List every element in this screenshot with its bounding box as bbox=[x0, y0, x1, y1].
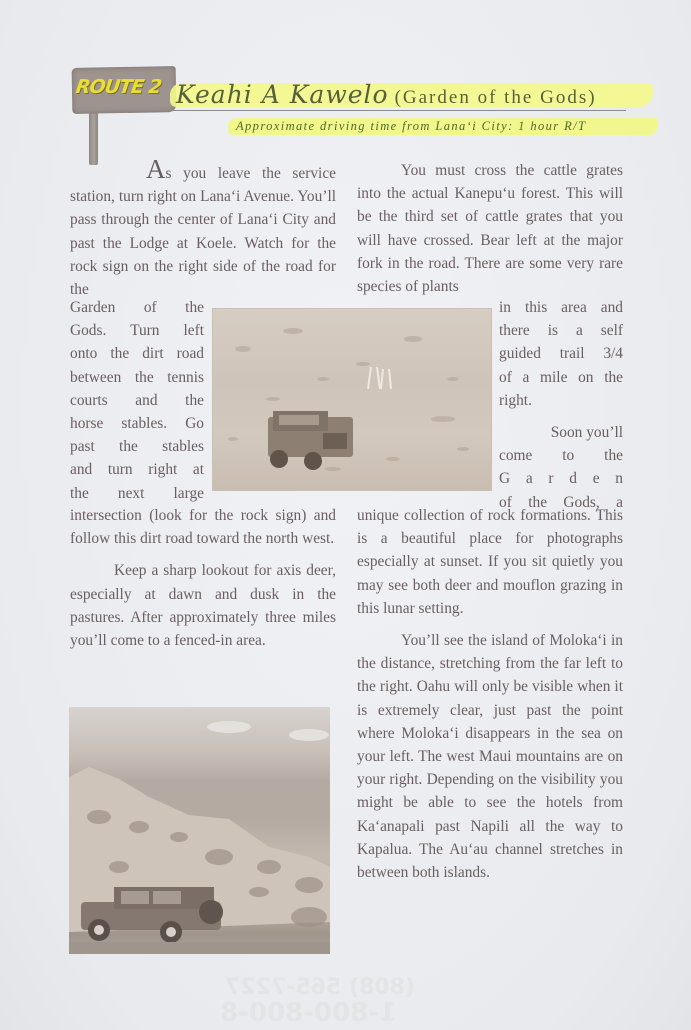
left-p2: Keep a sharp lookout for axis deer, especially at dawn and dusk in the pastures. After approximately three miles you’ll come to a fenced-in area. bbox=[70, 562, 336, 650]
right-column-top bbox=[357, 159, 623, 298]
title-hawaiian: Keahi A Kawelo bbox=[176, 80, 389, 109]
wrap-line: of the Gods, a bbox=[499, 493, 623, 511]
wrap-line: come to the bbox=[499, 447, 623, 465]
wrap-line: right. bbox=[499, 391, 532, 409]
wrap-line: G a r d e n bbox=[499, 470, 623, 488]
wrap-line: Soon you’ll bbox=[550, 424, 623, 442]
wrap-line: Gods. Turn left bbox=[70, 322, 204, 340]
wrap-line: in this area and bbox=[499, 299, 623, 316]
title-divider bbox=[172, 110, 626, 111]
right-p1-text: You must cross the cattle grates into the actual Kanepu‘u forest. This will be the third set of cattle grates that you will have crossed. Bear left at the major fork in the road. There are some very rare species of plants bbox=[357, 162, 623, 296]
title-english: (Garden of the Gods) bbox=[394, 87, 597, 108]
wrap-line: between the tennis bbox=[70, 368, 204, 386]
right-column-wrap bbox=[499, 296, 623, 514]
bleed-through-line-2: 1-800-800-8 bbox=[220, 998, 398, 1028]
wrap-line: of a mile on the bbox=[499, 368, 623, 386]
wrap-line: onto the dirt road bbox=[70, 345, 204, 363]
wrap-line: horse stables. Go bbox=[70, 415, 204, 433]
wrap-line: courts and the bbox=[70, 391, 204, 409]
wrap-line: there is a self bbox=[499, 322, 623, 340]
left-p1-tail: intersection (look for the rock sign) and follow this dirt road toward the north west. bbox=[70, 507, 336, 548]
wrap-line: the next large bbox=[70, 484, 204, 502]
jeep-field-illustration bbox=[213, 309, 491, 490]
left-column-wrap bbox=[70, 296, 204, 505]
right-p2-tail: unique collection of rock formations. This is a beautiful place for photographs especially at sunset. If you sit quietly you may see both deer and mouflon grazing in this lunar setting. bbox=[357, 507, 623, 617]
wrap-line: guided trail 3/4 bbox=[499, 345, 623, 363]
wrap-line: past the stables bbox=[70, 438, 204, 456]
route-sign-label: ROUTE 2 bbox=[74, 76, 163, 98]
right-column-bottom bbox=[357, 504, 623, 884]
left-p1-text: s you leave the service station, turn right on Lana‘i Avenue. You’ll pass through the center of Lana‘i City and past the Lodge at Koele. Watch for the rock sign on the right side of the road for the bbox=[70, 165, 336, 299]
driving-time-subtitle: Approximate driving time from Lana‘i City: 1 hour R/T bbox=[236, 119, 587, 133]
bleed-through-line-1: (808) 565-7227 bbox=[225, 975, 415, 1000]
photo-jeep-rocks bbox=[69, 707, 330, 954]
right-p3: You’ll see the island of Moloka‘i in the distance, stretching from the far left to the right. Oahu will only be visible when it is extremely clear, just past the point where Moloka‘i disappears in the sea on your left. The west Maui mountains are on your right. Depending on the visibility you might be able to see the hotels from Ka‘anapali past Napili all the way to Kapalua. The Au‘au channel stretches in between both islands. bbox=[357, 632, 623, 882]
dropcap: A bbox=[146, 154, 166, 184]
jeep-rocks-illustration bbox=[69, 707, 330, 954]
left-column-top bbox=[70, 154, 336, 301]
riders-icon bbox=[368, 367, 391, 389]
page-title bbox=[176, 80, 597, 109]
photo-jeep-field bbox=[213, 309, 491, 490]
wrap-line: Garden of the bbox=[70, 299, 204, 316]
wrap-line: and turn right at bbox=[70, 461, 204, 479]
left-column-bottom bbox=[70, 504, 336, 652]
jeep-icon bbox=[268, 411, 353, 470]
